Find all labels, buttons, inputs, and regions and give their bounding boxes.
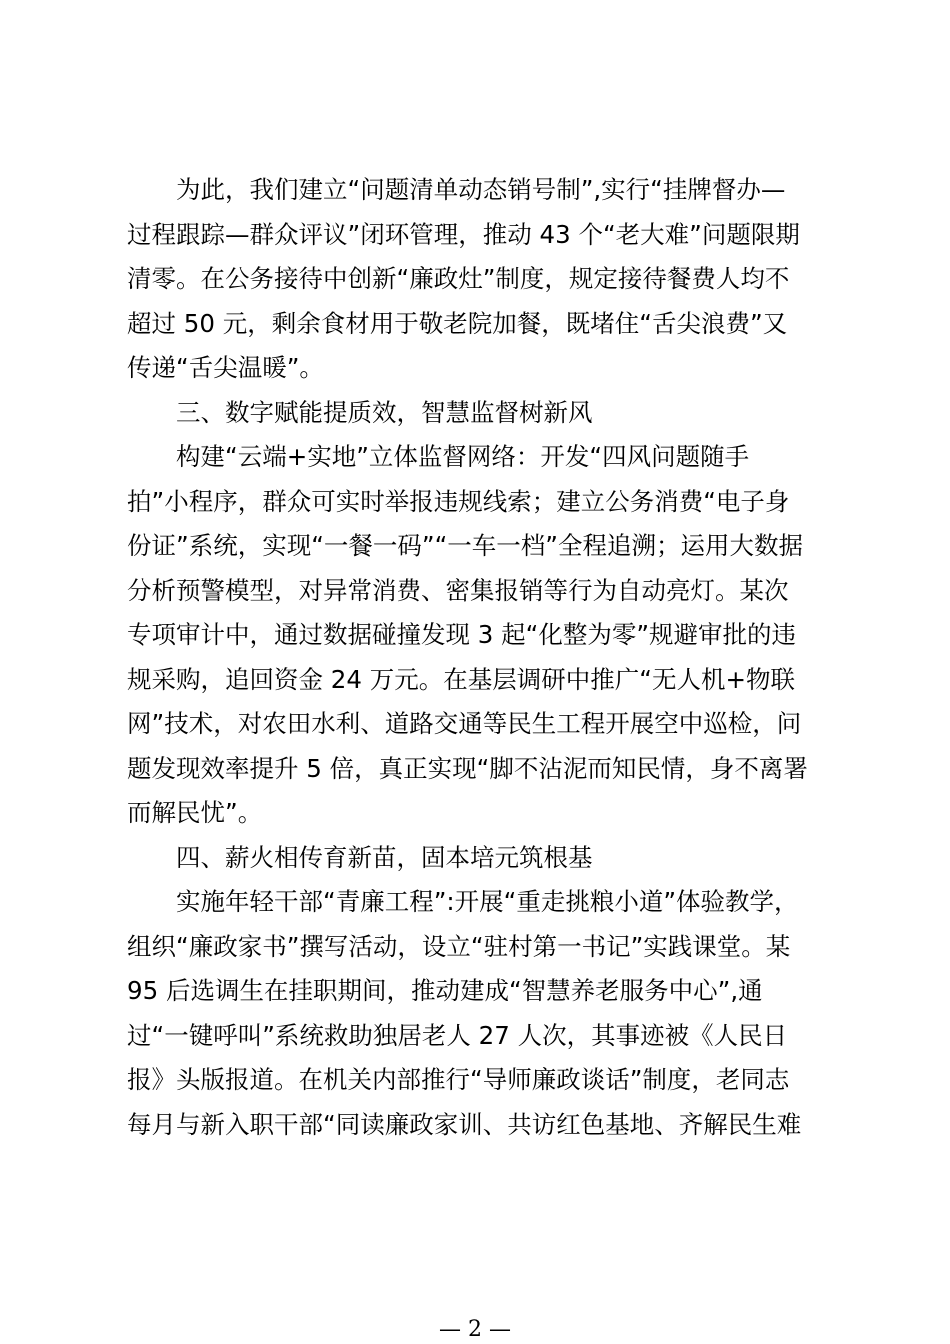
document-body — [127, 168, 832, 1147]
text-line: 规采购，追回资金 24 万元。在基层调研中推广“无人机+物联 — [127, 664, 795, 694]
page-number: — 2 — — [439, 1317, 511, 1342]
text-line: 清零。在公务接待中创新“廉政灶”制度，规定接待餐费人均不 — [127, 264, 790, 293]
paragraph-1 — [127, 168, 832, 391]
text-line: 过“一键呼叫”系统救助独居老人 27 人次，其事迹被《人民日 — [127, 1020, 788, 1050]
text-line: 为此，我们建立“问题清单动态销号制”,实行“挂牌督办— — [176, 175, 786, 204]
text-line: 拍”小程序，群众可实时举报违规线索；建立公务消费“电子身 — [127, 486, 790, 516]
text-line: 专项审计中，通过数据碰撞发现 3 起“化整为零”规避审批的违 — [127, 620, 797, 649]
text-line: 传递“舌尖温暖”。 — [127, 353, 324, 382]
text-line: 而解民忧”。 — [127, 798, 263, 827]
text-line: 报》头版报道。在机关内部推行“导师廉政谈话”制度，老同志 — [127, 1065, 790, 1094]
text-line: 网”技术，对农田水利、道路交通等民生工程开展空中巡检，问 — [127, 709, 802, 738]
text-line: 95 后选调生在挂职期间，推动建成“智慧养老服务中心”,通 — [127, 976, 763, 1005]
text-line: 实施年轻干部“青廉工程”:开展“重走挑粮小道”体验教学， — [176, 887, 799, 916]
text-line: 份证”系统，实现“一餐一码”“一车一档”全程追溯；运用大数据 — [127, 531, 803, 560]
text-line: 构建“云端+实地”立体监督网络：开发“四风问题随手 — [176, 442, 750, 471]
paragraph-2 — [127, 435, 832, 836]
section-heading-4: 四、薪火相传育新苗，固本培元筑根基 — [176, 842, 593, 872]
text-line: 分析预警模型，对异常消费、密集报销等行为自动亮灯。某次 — [127, 575, 789, 605]
paragraph-3 — [127, 880, 832, 1147]
section-heading-3: 三、数字赋能提质效，智慧监督树新风 — [176, 397, 593, 427]
text-line: 每月与新入职干部“同读廉政家训、共访红色基地、齐解民生难 — [127, 1109, 802, 1139]
text-line: 题发现效率提升 5 倍，真正实现“脚不沾泥而知民情，身不离署 — [127, 753, 808, 783]
text-line: 过程跟踪—群众评议”闭环管理，推动 43 个“老大难”问题限期 — [127, 219, 800, 249]
text-line: 超过 50 元，剩余食材用于敬老院加餐，既堵住“舌尖浪费”又 — [127, 308, 788, 338]
text-line: 组织“廉政家书”撰写活动，设立“驻村第一书记”实践课堂。某 — [127, 931, 791, 961]
